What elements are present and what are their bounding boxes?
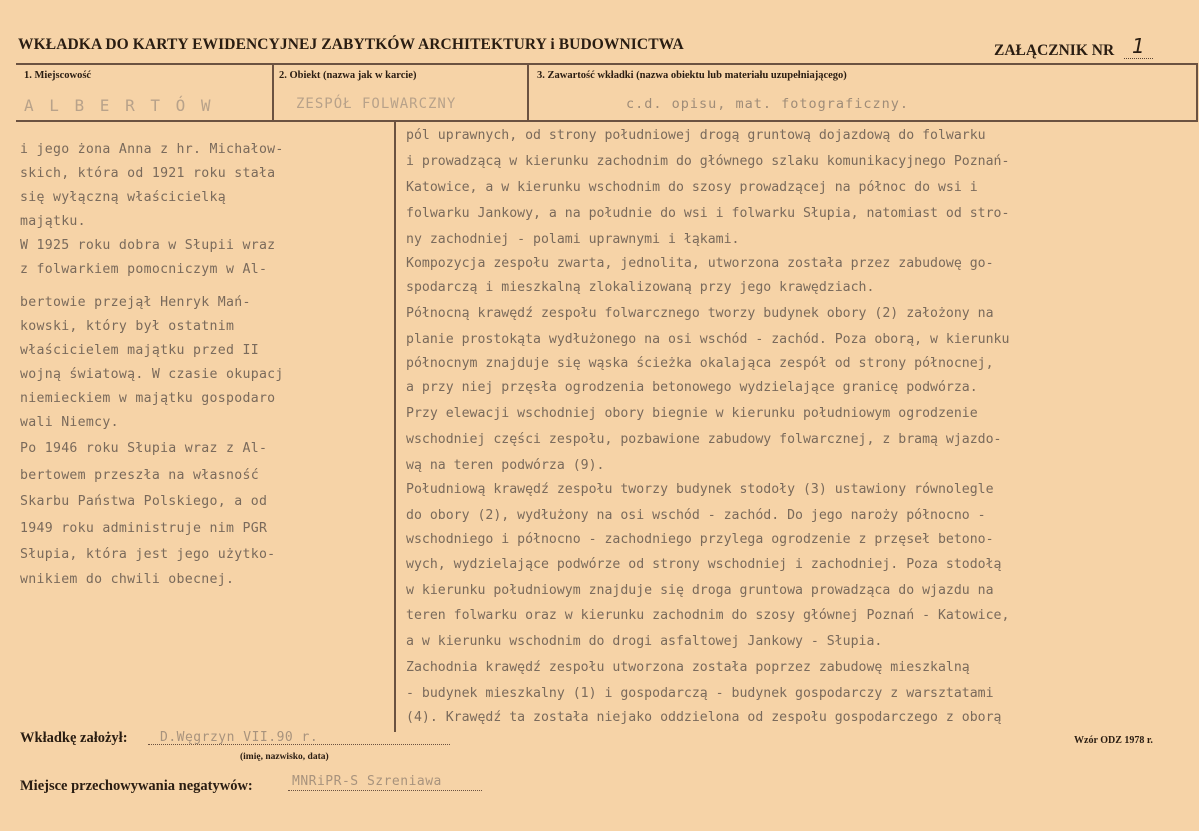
- right-line: ny zachodniej - polami uprawnymi i łąkami.: [406, 232, 740, 247]
- header-bottom-rule: [16, 120, 1198, 122]
- right-line: a w kierunku wschodnim do drogi asfaltowej Jankowy - Słupia.: [406, 634, 883, 649]
- sheet-title: WKŁADKA DO KARTY EWIDENCYJNEJ ZABYTKÓW ARCHITEKTURY i BUDOWNICTWA: [18, 36, 684, 53]
- storage-value: MNRiPR-S Szreniawa: [292, 774, 442, 789]
- right-line: pól uprawnych, od strony południowej drogą gruntową dojazdową do folwarku: [406, 128, 986, 143]
- annex-label-group: [994, 36, 1153, 60]
- left-line: Słupia, która jest jego użytko-: [20, 547, 276, 562]
- right-line: Przy elewacji wschodniej obory biegnie w kierunku południowym ogrodzenie: [406, 406, 978, 421]
- annex-label: ZAŁĄCZNIK NR: [994, 42, 1115, 59]
- field-contents-value: c.d. opisu, mat. fotograficzny.: [626, 96, 909, 112]
- right-line: wschodniej części zespołu, pozbawione zabudowy folwarcznej, z bramą wjazdo-: [406, 432, 1002, 447]
- right-line: w kierunku południowym znajduje się droga gruntowa prowadząca do wjazdu na: [406, 583, 994, 598]
- left-line: niemieckiem w majątku gospodaro: [20, 391, 276, 406]
- storage-dotted-line: [288, 790, 482, 791]
- creator-label: Wkładkę założył:: [20, 730, 128, 746]
- right-line: Północną krawędź zespołu folwarcznego tworzy budynek obory (2) założony na: [406, 306, 994, 321]
- field-right-edge: [1196, 63, 1198, 121]
- right-line: spodarczą i mieszkalną zlokalizowaną przy jego krawędziach.: [406, 280, 875, 295]
- right-line: wą na teren podwórza (9).: [406, 458, 605, 473]
- left-line: i jego żona Anna z hr. Michałow-: [20, 142, 284, 157]
- right-line: północnym znajduje się wąska ścieżka okalająca zespół od strony północnej,: [406, 356, 994, 371]
- left-line: się wyłączną właścicielką: [20, 190, 226, 205]
- left-line: bertowem przeszła na własność: [20, 468, 259, 483]
- field-place-label: 1. Miejscowość: [24, 70, 92, 81]
- left-line: z folwarkiem pomocniczym w Al-: [20, 262, 268, 277]
- right-line: Katowice, a w kierunku wschodnim do szosy prowadzącej na północ do wsi i: [406, 180, 978, 195]
- right-line: Zachodnia krawędź zespołu utworzona została poprzez zabudowę mieszkalną: [406, 660, 970, 675]
- left-line: skich, która od 1921 roku stała: [20, 166, 276, 181]
- left-line: wojną światową. W czasie okupacj: [20, 367, 284, 382]
- form-code: Wzór ODZ 1978 r.: [1074, 735, 1153, 746]
- right-line: folwarku Jankowy, a na południe do wsi i folwarku Słupia, natomiast od stro-: [406, 206, 1010, 221]
- right-line: i prowadzącą w kierunku zachodnim do głównego szlaku komunikacyjnego Poznań-: [406, 154, 1010, 169]
- right-line: - budynek mieszkalny (1) i gospodarczą - budynek gospodarczy z warsztatami: [406, 686, 994, 701]
- left-line: W 1925 roku dobra w Słupii wraz: [20, 238, 276, 253]
- left-line: Po 1946 roku Słupia wraz z Al-: [20, 441, 268, 456]
- right-line: (4). Krawędź ta została niejako oddzielona od zespołu gospodarczego z oborą: [406, 710, 1002, 725]
- field-divider-2: [527, 63, 529, 121]
- left-line: majątku.: [20, 214, 86, 229]
- left-line: bertowie przejął Henryk Mań-: [20, 295, 251, 310]
- field-contents-label: 3. Zawartość wkładki (nazwa obiektu lub materiału uzupełniającego): [537, 70, 847, 81]
- creator-sublabel: (imię, nazwisko, data): [240, 752, 329, 762]
- field-divider-1: [272, 63, 274, 121]
- creator-value: D.Węgrzyn VII.90 r.: [160, 730, 319, 745]
- field-object-value: ZESPÓŁ FOLWARCZNY: [296, 96, 457, 112]
- left-line: kowski, który był ostatnim: [20, 319, 235, 334]
- left-line: 1949 roku administruje nim PGR: [20, 521, 268, 536]
- left-line: wnikiem do chwili obecnej.: [20, 572, 235, 587]
- field-place-value: A L B E R T Ó W: [24, 96, 214, 115]
- right-line: do obory (2), wydłużony na osi wschód - zachód. Do jego naroży północno -: [406, 508, 986, 523]
- right-line: Kompozycja zespołu zwarta, jednolita, utworzona została przez zabudowę go-: [406, 256, 994, 271]
- left-line: Skarbu Państwa Polskiego, a od: [20, 494, 268, 509]
- right-line: teren folwarku oraz w kierunku zachodnim do szosy głównej Poznań - Katowice,: [406, 608, 1010, 623]
- annex-number: 1: [1124, 34, 1153, 59]
- left-line: wali Niemcy.: [20, 415, 119, 430]
- field-object-label: 2. Obiekt (nazwa jak w karcie): [279, 70, 417, 81]
- creator-dotted-line: [148, 744, 450, 745]
- right-line: wschodniego i północno - zachodniego przylega ogrodzenie z przęseł betono-: [406, 532, 994, 547]
- right-line: planie prostokąta wydłużonego na osi wschód - zachód. Poza oborą, w kierunku: [406, 332, 1010, 347]
- right-line: Południową krawędź zespołu tworzy budynek stodoły (3) ustawiony równolegle: [406, 482, 994, 497]
- right-line: a przy niej przęsła ogrodzenia betonowego wydzielające granicę podwórza.: [406, 380, 978, 395]
- header-top-rule: [16, 63, 1198, 65]
- column-divider: [394, 120, 396, 732]
- left-line: właścicielem majątku przed II: [20, 343, 259, 358]
- storage-label: Miejsce przechowywania negatywów:: [20, 778, 253, 794]
- right-line: wych, wydzielające podwórze od strony wschodniej i zachodniej. Poza stodołą: [406, 557, 1002, 572]
